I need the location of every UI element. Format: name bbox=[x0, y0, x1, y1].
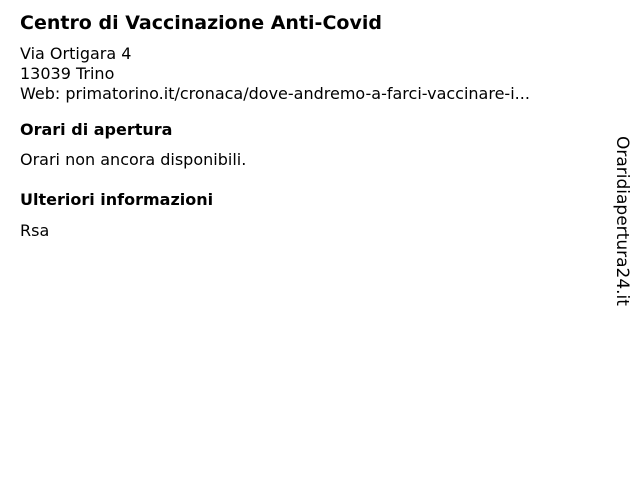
business-details bbox=[20, 10, 600, 241]
more-info-text: Rsa bbox=[20, 221, 50, 240]
website-label: Web: bbox=[20, 84, 61, 103]
address-block bbox=[20, 44, 600, 104]
site-brand-label: Oraridiapertura24.it bbox=[612, 136, 632, 306]
website-line bbox=[20, 84, 600, 104]
postal-city: 13039 Trino bbox=[20, 64, 115, 83]
opening-hours-text: Orari non ancora disponibili. bbox=[20, 150, 247, 169]
website-link[interactable]: primatorino.it/cronaca/dove-andremo-a-farci-vaccinare-i... bbox=[65, 84, 530, 103]
more-info-heading: Ulteriori informazioni bbox=[20, 190, 214, 209]
page-title: Centro di Vaccinazione Anti-Covid bbox=[20, 12, 382, 34]
street-address: Via Ortigara 4 bbox=[20, 44, 132, 63]
opening-hours-heading: Orari di apertura bbox=[20, 120, 173, 139]
